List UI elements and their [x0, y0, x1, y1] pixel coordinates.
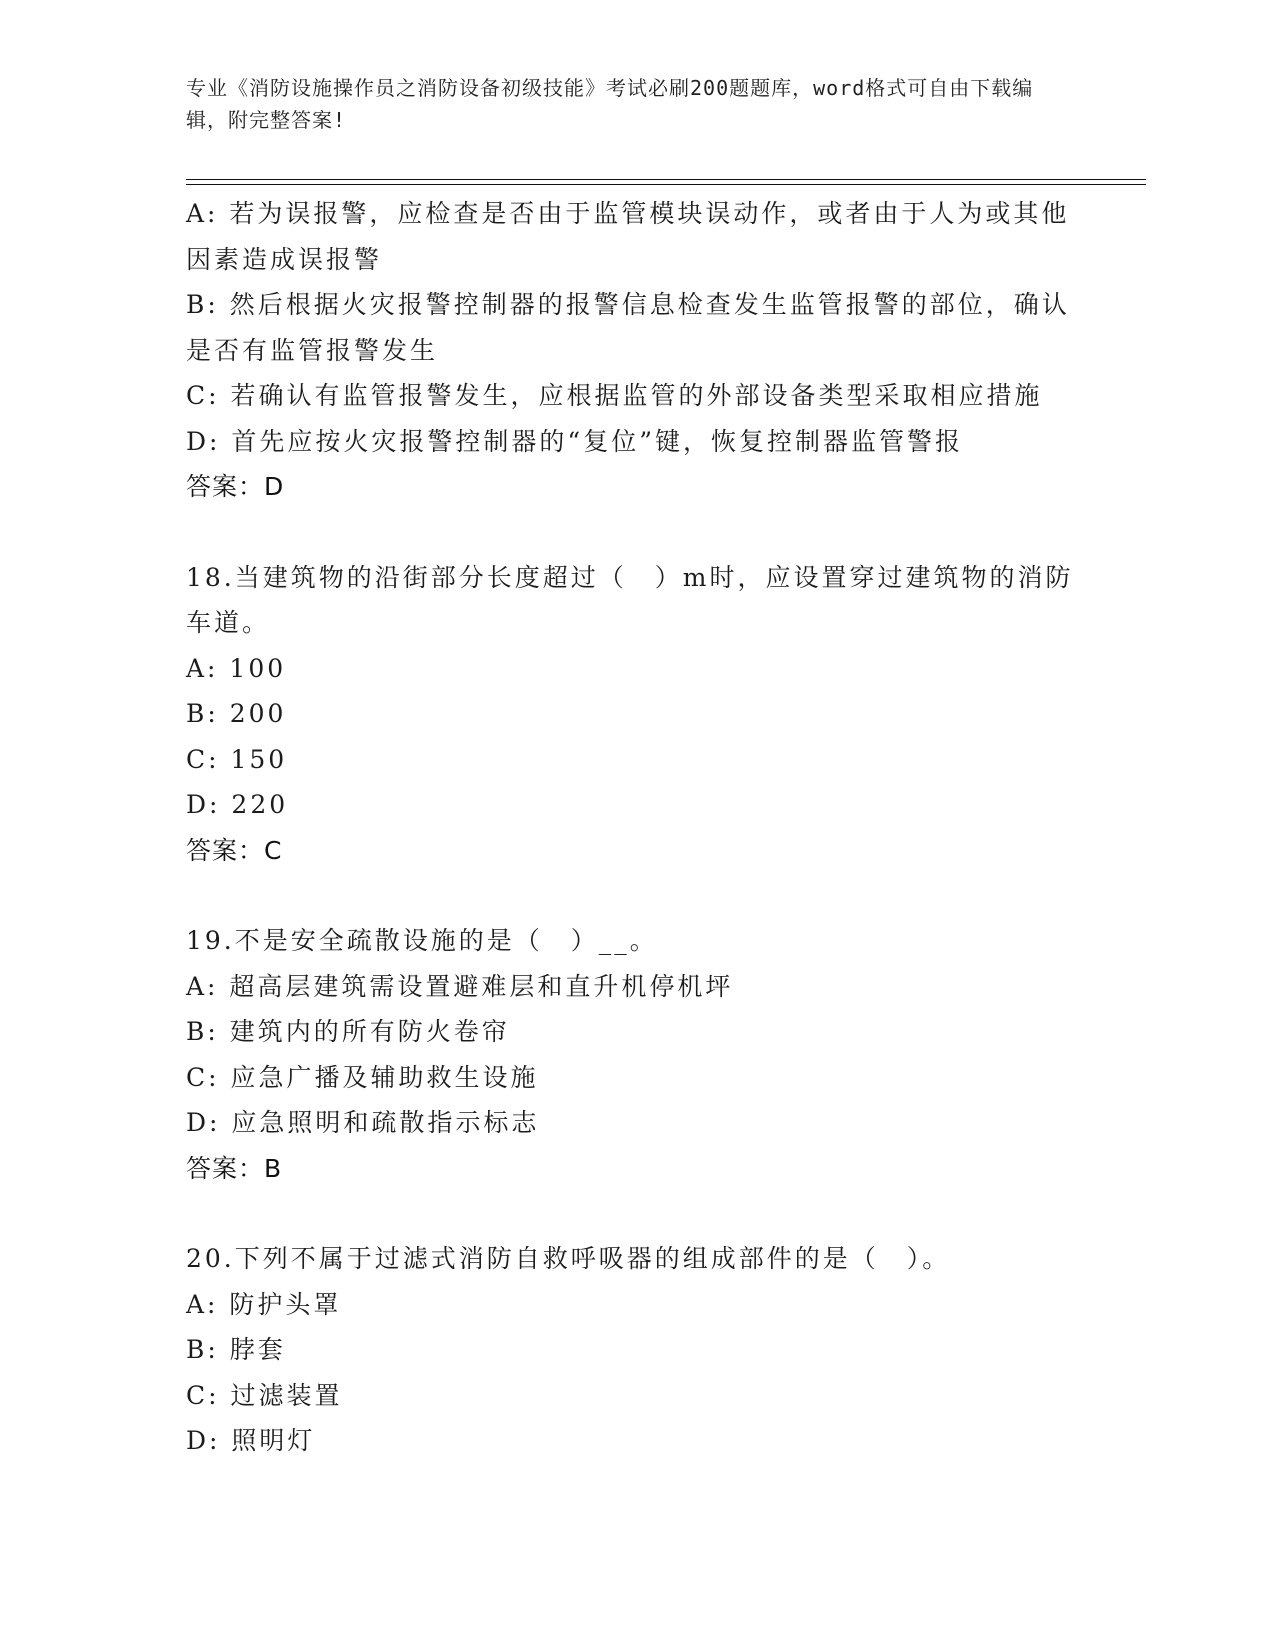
spacer — [186, 510, 1086, 555]
option-c: C: 150 — [186, 744, 288, 774]
question-20 — [186, 1236, 1086, 1464]
option-d: D: 应急照明和疏散指示标志 — [186, 1108, 540, 1137]
answer-line: 答案：B — [186, 1153, 283, 1183]
question-stem: 19.不是安全疏散设施的是（ ）__。 — [186, 926, 658, 955]
question-19 — [186, 918, 1086, 1191]
option-b: B: 建筑内的所有防火卷帘 — [186, 1017, 510, 1046]
option-a: A: 超高层建筑需设置避难层和直升机停机坪 — [186, 971, 734, 1001]
option-a: A: 100 — [186, 653, 287, 683]
question-stem: 20.下列不属于过滤式消防自救呼吸器的组成部件的是（ ）。 — [186, 1244, 951, 1273]
option-c: C: 若确认有监管报警发生，应根据监管的外部设备类型采取相应措施 — [186, 381, 1043, 410]
header-rule-bottom — [186, 184, 1146, 185]
option-b: B: 200 — [186, 699, 287, 728]
option-b: B: 然后根据火灾报警控制器的报警信息检查发生监管报警的部位，确认是否有监管报警发生 — [186, 290, 1070, 365]
header-rule-top — [186, 179, 1146, 180]
answer-line: 答案：C — [186, 835, 283, 865]
document-header: 专业《消防设施操作员之消防设备初级技能》考试必刷200题题库，word格式可自由下载编辑，附完整答案! — [186, 76, 1034, 132]
option-c: C: 过滤装置 — [186, 1380, 343, 1410]
option-c: C: 应急广播及辅助救生设施 — [186, 1062, 539, 1092]
question-18 — [186, 555, 1086, 874]
option-b: B: 脖套 — [186, 1335, 286, 1364]
option-d: D: 220 — [186, 790, 289, 819]
answer-line: 答案：D — [186, 472, 285, 501]
option-d: D: 首先应按火灾报警控制器的“复位”键，恢复控制器监管警报 — [186, 426, 963, 456]
option-a: A: 若为误报警，应检查是否由于监管模块误动作，或者由于人为或其他因素造成误报警 — [186, 199, 1070, 274]
question-list — [186, 191, 1086, 1464]
option-a: A: 防护头罩 — [186, 1289, 342, 1319]
spacer — [186, 1191, 1086, 1236]
question-17-continuation — [186, 191, 1086, 510]
spacer — [186, 873, 1086, 918]
option-d: D: 照明灯 — [186, 1426, 316, 1455]
question-stem: 18.当建筑物的沿街部分长度超过（ ）m时，应设置穿过建筑物的消防车道。 — [186, 562, 1074, 637]
